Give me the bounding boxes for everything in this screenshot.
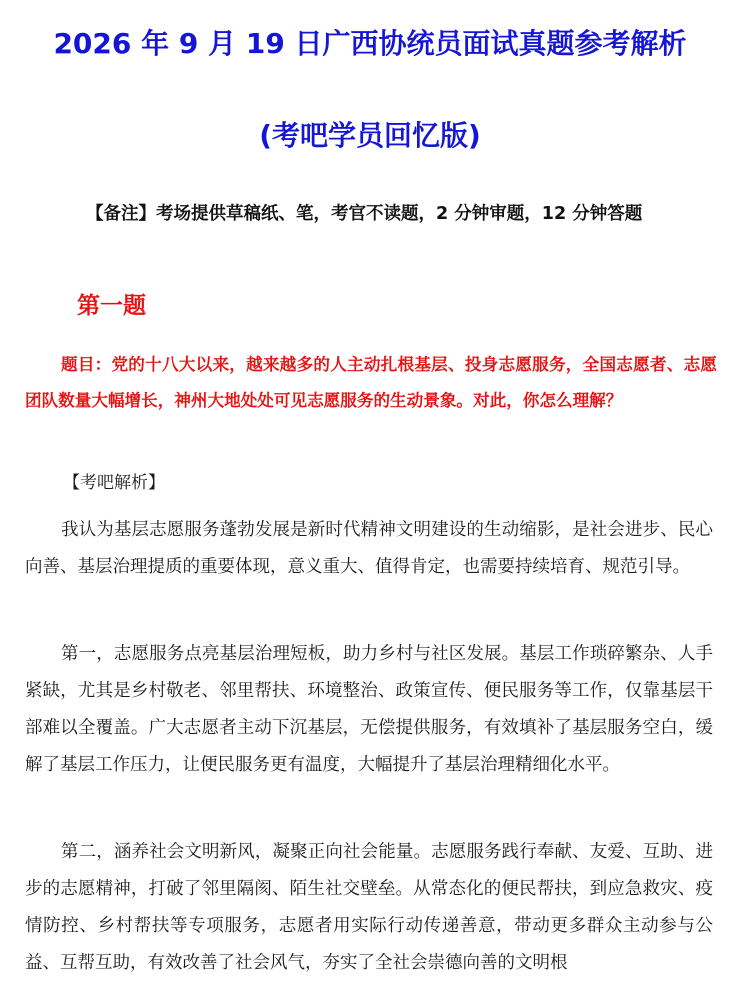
document-subtitle: (考吧学员回忆版) (259, 119, 481, 152)
question-heading: 第一题 (77, 293, 146, 319)
analysis-label: 【考吧解析】 (63, 473, 165, 493)
analysis-paragraph-second-point: 第二，涵养社会文明新风，凝聚正向社会能量。志愿服务践行奉献、友爱、互助、进步的志愿精神，打破了邻里隔阂、陌生社交壁垒。从常态化的便民帮扶，到应急救灾、疫情防控、乡村帮扶等专项服务，志愿者用实际行动传递善意，带动更多群众主动参与公益、互帮互助，有效改善了社会风气，夯实了全社会崇德向善的文明根 (25, 842, 713, 973)
analysis-paragraph-intro: 我认为基层志愿服务蓬勃发展是新时代精神文明建设的生动缩影，是社会进步、民心向善、基层治理提质的重要体现，意义重大、值得肯定，也需要持续培育、规范引导。 (25, 520, 713, 577)
analysis-paragraph-first-point: 第一，志愿服务点亮基层治理短板，助力乡村与社区发展。基层工作琐碎繁杂、人手紧缺，尤其是乡村敬老、邻里帮扶、环境整治、政策宣传、便民服务等工作，仅靠基层干部难以全覆盖。广大志愿者主动下沉基层，无偿提供服务，有效填补了基层服务空白，缓解了基层工作压力，让便民服务更有温度，大幅提升了基层治理精细化水平。 (25, 644, 713, 775)
document-title: 2026 年 9 月 19 日广西协统员面试真题参考解析 (53, 27, 687, 60)
exam-note: 【备注】考场提供草稿纸、笔，考官不读题，2 分钟审题，12 分钟答题 (86, 204, 643, 224)
question-text: 题目：党的十八大以来，越来越多的人主动扎根基层、投身志愿服务，全国志愿者、志愿团队数量大幅增长，神州大地处处可见志愿服务的生动景象。对此，你怎么理解？ (25, 355, 717, 410)
